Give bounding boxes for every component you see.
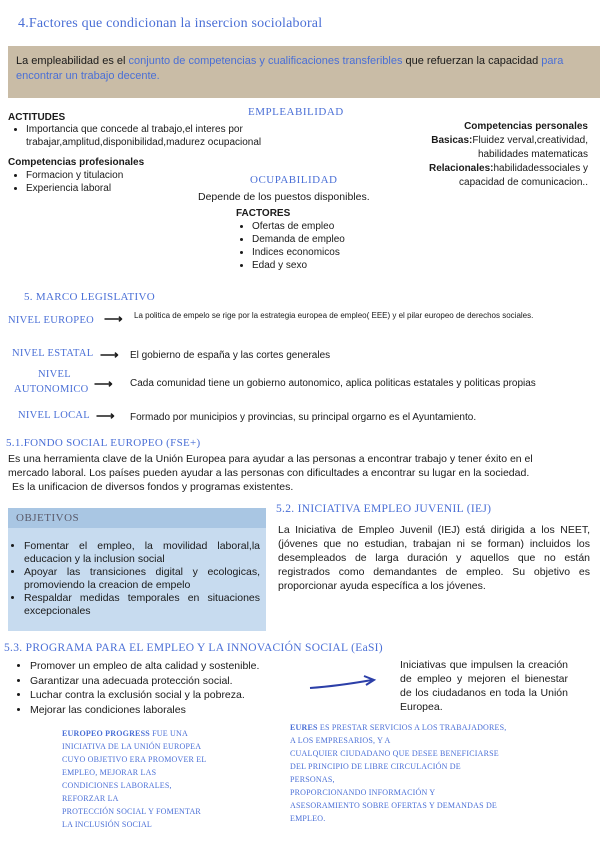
fse-line: Es la unificacion de diversos fondos y programas existentes. (12, 481, 294, 493)
eures-title: EURES (290, 723, 318, 732)
eures-line: PERSONAS, (290, 775, 335, 784)
eures-line: PROPORCIONANDO INFORMACIÓN Y (290, 788, 436, 797)
progress-title: EUROPEO PROGRESS (62, 729, 150, 738)
list-item: • Indices economicos (252, 246, 416, 259)
arrow-right-icon: ⟶ (94, 376, 113, 391)
page-title: 4.Factores que condicionan la insercion sociolaboral (18, 16, 323, 31)
actitudes-heading: ACTITUDES (8, 112, 66, 123)
list-item: • Experiencia laboral (26, 182, 208, 195)
arrow-right-icon: ⟶ (100, 347, 119, 362)
nivel-autonomico-text: Cada comunidad tiene un gobierno autonomico, aplica politicas estatales y politicas propias (130, 378, 536, 389)
list-item: • Edad y sexo (252, 259, 416, 272)
fse-line: Es una herramienta clave de la Unión Europea para ayudar a las personas a encontrar trabajo y tener éxito en el (8, 453, 533, 465)
objetivos-list (8, 528, 266, 618)
nivel-estatal-text: El gobierno de españa y las cortes generales (130, 350, 331, 361)
eures-line: ASESORAMIENTO SOBRE OFERTAS Y DEMANDAS DE (290, 801, 498, 810)
iej-heading: 5.2. INICIATIVA EMPLEO JUVENIL (IEJ) (276, 503, 492, 515)
relacionales-text: capacidad de comunicacion.. (459, 177, 588, 188)
relacionales-label: Relacionales: (429, 163, 494, 174)
list-item: • Luchar contra la exclusión social y la pobreza. (30, 688, 314, 703)
easi-heading: 5.3. PROGRAMA PARA EL EMPLEO Y LA INNOVACIÓN SOCIAL (EaSI) (4, 642, 383, 654)
fse-heading: 5.1.FONDO SOCIAL EUROPEO (FSE+) (6, 437, 201, 449)
progress-line: CONDICIONES LABORALES, (62, 781, 172, 790)
list-item: • Formacion y titulacion (26, 169, 208, 182)
objetivos-heading: OBJETIVOS (8, 508, 266, 528)
list-item: • Garantizar una adecuada protección social. (30, 674, 314, 689)
nivel-estatal-label: NIVEL ESTATAL (12, 348, 94, 359)
actitudes-block (8, 112, 328, 149)
nivel-europeo-text: La politica de empelo se rige por la estrategia europea de empleo( EEE) y el pilar europeo de derechos sociales. (134, 311, 534, 320)
progress-line: PROTECCIÓN SOCIAL Y FOMENTAR (62, 807, 201, 816)
progress-line: EMPLEO, MEJORAR LAS (62, 768, 157, 777)
competencias-personales-heading: Competencias personales (464, 121, 588, 132)
eures-line: EMPLEO. (290, 814, 326, 823)
intro-banner (8, 46, 600, 98)
eures-line: DEL PRINCIPIO DE LIBRE CIRCULACIÓN DE (290, 762, 461, 771)
eures-line: A LOS EMPRESARIOS, Y A (290, 736, 391, 745)
progress-line: REFORZAR LA (62, 794, 119, 803)
factores-block (236, 208, 416, 272)
progress-line: FUE UNA (149, 729, 188, 738)
progress-line: LA INCLUSIÓN SOCIAL (62, 820, 153, 829)
basicas-text: Fluidez verval,creatividad, (472, 135, 588, 146)
nivel-europeo-label: NIVEL EUROPEO (8, 315, 95, 326)
relacionales-text: habilidadessociales y (493, 163, 588, 174)
easi-iniciativas: Iniciativas que impulsen la creación de empleo y mejoren el bienestar de los ciudadanos en toda la Unión Europea. (400, 659, 568, 713)
intro-highlight: conjunto de competencias y cualificaciones transferibles (128, 55, 403, 67)
iej-text: La Iniciativa de Empleo Juvenil (IEJ) está dirigida a los NEET, (jóvenes que no estudian, trabajan ni se forman) incluidos los desempleados de larga duración y aquellos que no están registrados como demandantes de empleo. Su objetivo es proporcionar ayuda específica a los jóvenes. (278, 524, 590, 592)
factores-heading: FACTORES (236, 208, 291, 219)
list-item: • Mejorar las condiciones laborales (30, 703, 314, 718)
nivel-local-label: NIVEL LOCAL (18, 410, 91, 421)
nivel-local-text: Formado por municipios y provincias, su principal orgarno es el Ayuntamiento. (130, 412, 477, 423)
basicas-text: habilidades matematicas (477, 149, 588, 160)
nivel-autonomico-label: AUTONOMICO (14, 384, 89, 395)
marco-heading: 5. MARCO LEGISLATIVO (24, 291, 155, 303)
empleabilidad-label: EMPLEABILIDAD (248, 106, 344, 118)
ocupabilidad-text: Depende de los puestos disponibles. (198, 191, 370, 203)
competencias-profesionales-list (8, 169, 208, 195)
ocupabilidad-label: OCUPABILIDAD (250, 174, 338, 186)
nivel-autonomico-label: NIVEL (38, 369, 71, 380)
fse-line: mercado laboral. Los países pueden ayudar a las personas con dificultades a encontrar su lugar en la sociedad. (8, 467, 530, 479)
list-item: • Apoyar las transiciones digital y ecologicas, promoviendo la creacion de empelo (24, 566, 260, 592)
list-item: • Demanda de empleo (252, 233, 416, 246)
progress-block (62, 727, 262, 831)
arrow-right-icon (308, 674, 380, 692)
basicas-label: Basicas: (431, 135, 473, 146)
objetivos-box (8, 508, 266, 631)
list-item: • Promover un empleo de alta calidad y sostenible. (30, 659, 314, 674)
list-item: • Ofertas de empleo (252, 220, 416, 233)
list-item: • Importancia que concede al trabajo,el interes por trabajar,amplitud,disponibilidad,madurez ocupacional (26, 123, 328, 149)
arrow-right-icon: ⟶ (96, 408, 115, 423)
fse-paragraph (8, 452, 598, 494)
list-item: • Respaldar medidas temporales en situaciones excepcionales (24, 592, 260, 618)
competencias-profesionales-block (8, 157, 208, 195)
progress-line: CUYO OBJETIVO ERA PROMOVER EL (62, 755, 207, 764)
intro-text: que refuerzan la capacidad (402, 55, 542, 67)
actitudes-list (8, 123, 328, 149)
easi-list (14, 659, 314, 717)
intro-highlight: para encontrar un trabajo decente. (16, 55, 564, 82)
progress-line: INICIATIVA DE LA UNIÓN EUROPEA (62, 742, 202, 751)
competencias-profesionales-heading: Competencias profesionales (8, 157, 145, 168)
competencias-personales-block (388, 120, 588, 190)
eures-line: CUALQUIER CIUDADANO QUE DESEE BENEFICIARSE (290, 749, 499, 758)
eures-block (290, 721, 560, 825)
intro-text: La empleabilidad es el (16, 55, 129, 67)
eures-line: ES PRESTAR SERVICIOS A LOS TRABAJADORES, (317, 723, 507, 732)
arrow-right-icon: ⟶ (104, 311, 123, 326)
factores-list (236, 220, 416, 272)
list-item: • Fomentar el empleo, la movilidad laboral,la educacion y la inclusion social (24, 540, 260, 566)
